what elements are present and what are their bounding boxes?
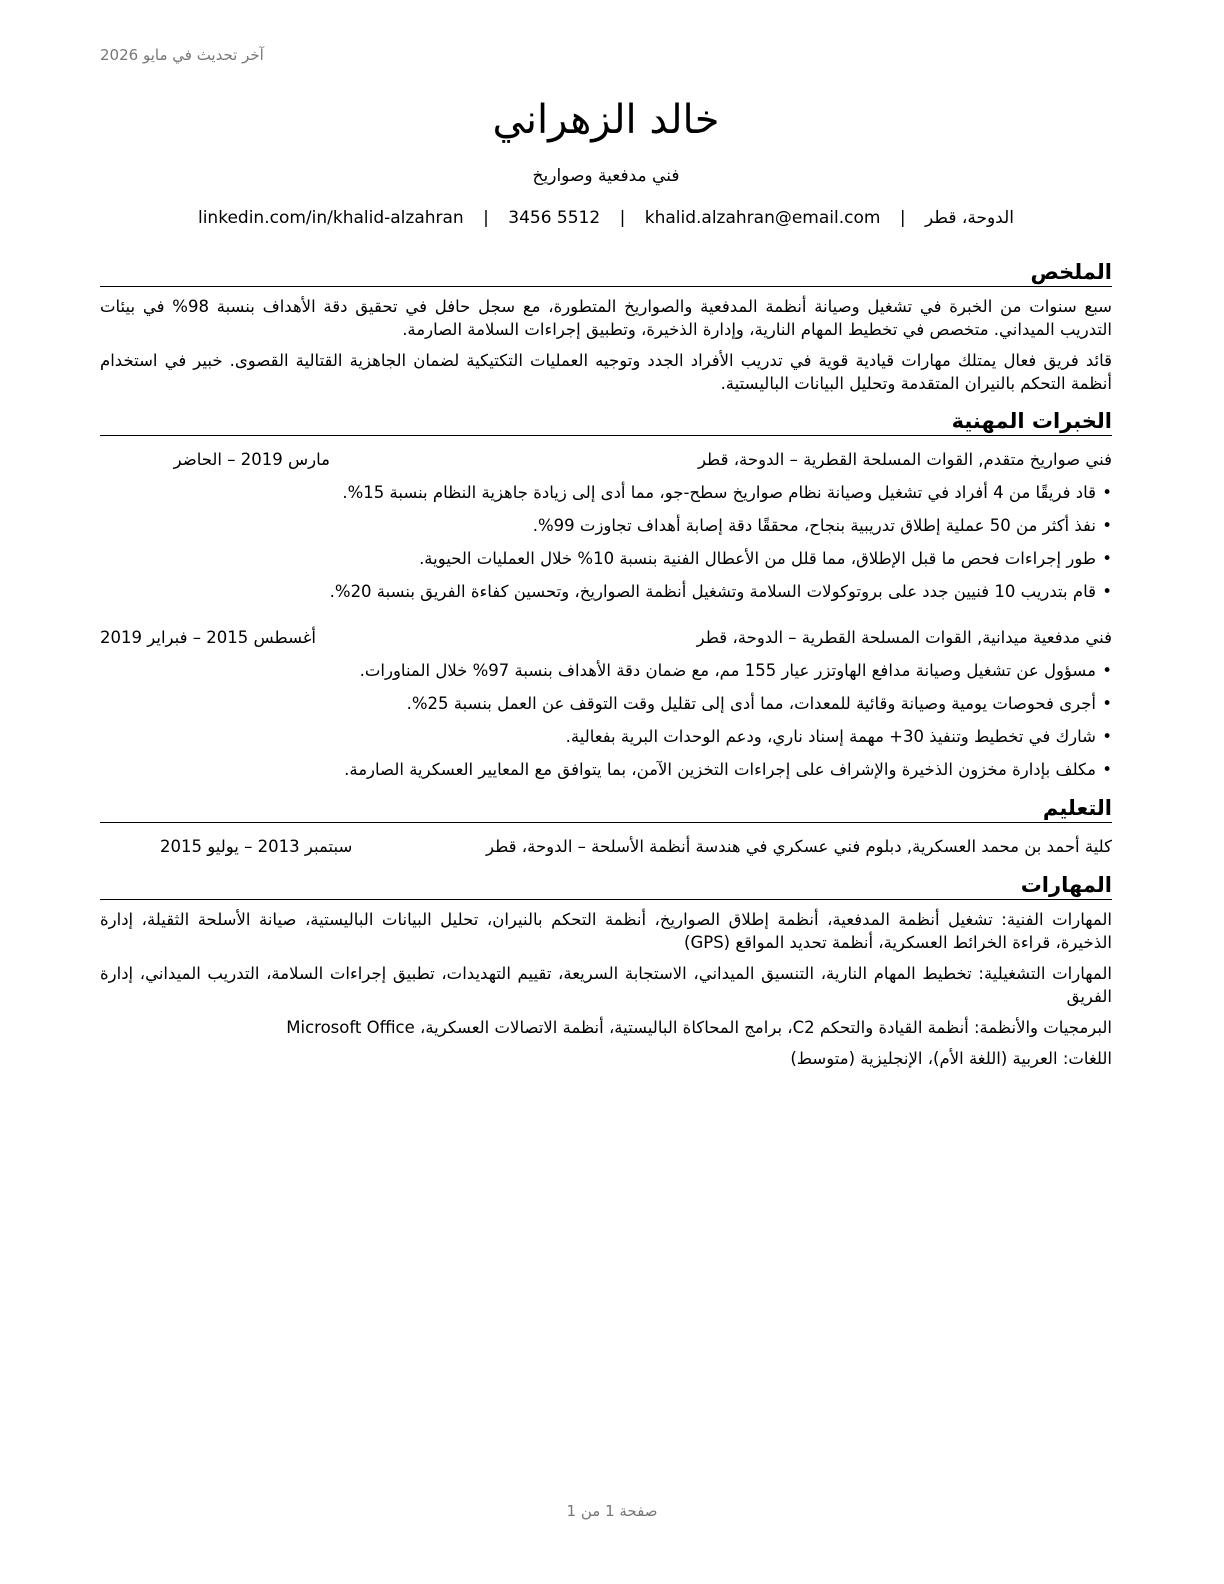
contact-linkedin[interactable]: linkedin.com/in/khalid-alzahran xyxy=(197,208,464,228)
job-entry xyxy=(100,626,1112,782)
job-entry xyxy=(100,448,1112,604)
summary-section xyxy=(100,258,1112,395)
list-item: • نفذ أكثر من 50 عملية إطلاق تدريبية بنجاح، محققًا دقة إصابة أهداف تجاوزت 99%. xyxy=(100,514,1112,538)
job-title: فني مدفعية وصواريخ xyxy=(532,166,680,186)
education-line: كلية أحمد بن محمد العسكرية, دبلوم فني عسكري في هندسة أنظمة الأسلحة – الدوحة، قطر xyxy=(486,837,1112,856)
list-item: • أجرى فحوصات يومية وصيانة وقائية للمعدات، مما أدى إلى تقليل وقت التوقف عن العمل بنسبة 25%. xyxy=(100,692,1112,716)
contact-separator: | xyxy=(483,208,489,228)
contact-separator: | xyxy=(619,208,626,228)
section-heading-skills: المهارات xyxy=(100,871,1112,900)
bullet-icon: • xyxy=(1102,760,1112,779)
list-item: • شارك في تخطيط وتنفيذ 30+ مهمة إسناد ناري، ودعم الوحدات البرية بفعالية. xyxy=(100,725,1112,749)
contact-separator: | xyxy=(899,208,906,228)
job-header xyxy=(100,448,1112,472)
contact-email[interactable]: khalid.alzahran@email.com xyxy=(644,208,881,228)
candidate-name: خالد الزهراني xyxy=(492,97,720,143)
bullet-icon: • xyxy=(1102,661,1112,680)
bullet-icon: • xyxy=(1102,483,1112,502)
job-title-line: فني مدفعية ميدانية, القوات المسلحة القطرية – الدوحة، قطر xyxy=(696,628,1112,647)
bullet-icon: • xyxy=(1102,694,1112,713)
education-dates: سبتمبر 2013 – يوليو 2015 xyxy=(160,837,353,856)
summary-paragraph: سبع سنوات من الخبرة في تشغيل وصيانة أنظمة المدفعية والصواريخ المتطورة، مع سجل حافل في تحقيق دقة الأهداف بنسبة 98% في بيئات التدريب الميداني. متخصص في تخطيط المهام النارية، وإدارة الذخيرة، وتطبيق إجراءات السلامة الصارمة. xyxy=(100,297,1113,339)
education-section xyxy=(100,794,1112,859)
job-dates: أغسطس 2015 – فبراير 2019 xyxy=(100,628,316,647)
list-item: • قاد فريقًا من 4 أفراد في تشغيل وصيانة نظام صواريخ سطح-جو، مما أدى إلى زيادة جاهزية النظام بنسبة 15%. xyxy=(100,481,1112,505)
list-item: • طور إجراءات فحص ما قبل الإطلاق، مما قلل من الأعطال الفنية بنسبة 10% خلال العمليات الحيوية. xyxy=(100,547,1112,571)
section-heading-experience: الخبرات المهنية xyxy=(100,407,1112,436)
skills-item: المهارات الفنية: تشغيل أنظمة المدفعية، أنظمة إطلاق الصواريخ، أنظمة التحكم بالنيران، تحليل البيانات الباليستية، صيانة الأسلحة الثقيلة، إدارة الذخيرة، قراءة الخرائط العسكرية، أنظمة تحديد المواقع (GPS) xyxy=(100,910,1112,952)
list-item: • قام بتدريب 10 فنيين جدد على بروتوكولات السلامة وتشغيل أنظمة الصواريخ، وتحسين كفاءة الفريق بنسبة 20%. xyxy=(100,580,1112,604)
job-dates: مارس 2019 – الحاضر xyxy=(173,450,330,469)
job-bullets xyxy=(100,659,1112,782)
page-number: صفحة 1 من 1 xyxy=(566,1502,658,1520)
job-bullets xyxy=(100,481,1112,604)
bullet-icon: • xyxy=(1102,582,1112,601)
skills-item: المهارات التشغيلية: تخطيط المهام النارية، التنسيق الميداني، الاستجابة السريعة، تقييم التهديدات، تطبيق إجراءات السلامة، التدريب الميداني، إدارة الفريق xyxy=(100,964,1112,1006)
job-header xyxy=(100,626,1112,650)
bullet-icon: • xyxy=(1102,549,1112,568)
contact-phone: 3456 5512 xyxy=(508,208,601,228)
contact-line xyxy=(100,208,1112,228)
education-entry xyxy=(100,835,1112,859)
bullet-icon: • xyxy=(1102,516,1112,535)
last-updated-note: آخر تحديث في مايو 2026 xyxy=(100,46,264,64)
list-item: • مكلف بإدارة مخزون الذخيرة والإشراف على إجراءات التخزين الآمن، بما يتوافق مع المعايير العسكرية الصارمة. xyxy=(100,758,1112,782)
bullet-icon: • xyxy=(1102,727,1112,746)
section-heading-summary: الملخص xyxy=(100,258,1112,287)
skills-item: البرمجيات والأنظمة: أنظمة القيادة والتحكم C2، برامج المحاكاة الباليستية، أنظمة الاتصالات العسكرية، Microsoft Office xyxy=(286,1018,1112,1037)
job-title-line: فني صواريخ متقدم, القوات المسلحة القطرية – الدوحة، قطر xyxy=(697,450,1112,469)
skills-section xyxy=(100,871,1112,1070)
section-heading-education: التعليم xyxy=(100,794,1112,823)
summary-paragraph: قائد فريق فعال يمتلك مهارات قيادية قوية في تدريب الأفراد الجدد وتوجيه العمليات التكتيكية لضمان الجاهزية القتالية القصوى. خبير في استخدام أنظمة التحكم بالنيران المتقدمة وتحليل البيانات الباليستية. xyxy=(100,351,1112,393)
skills-item: اللغات: العربية (اللغة الأم)، الإنجليزية (متوسط) xyxy=(790,1049,1112,1068)
resume-page xyxy=(100,92,1112,1070)
contact-location: الدوحة، قطر xyxy=(925,208,1015,228)
list-item: • مسؤول عن تشغيل وصيانة مدافع الهاوتزر عيار 155 مم، مع ضمان دقة الأهداف بنسبة 97% خلال المناورات. xyxy=(100,659,1112,683)
experience-section xyxy=(100,407,1112,782)
